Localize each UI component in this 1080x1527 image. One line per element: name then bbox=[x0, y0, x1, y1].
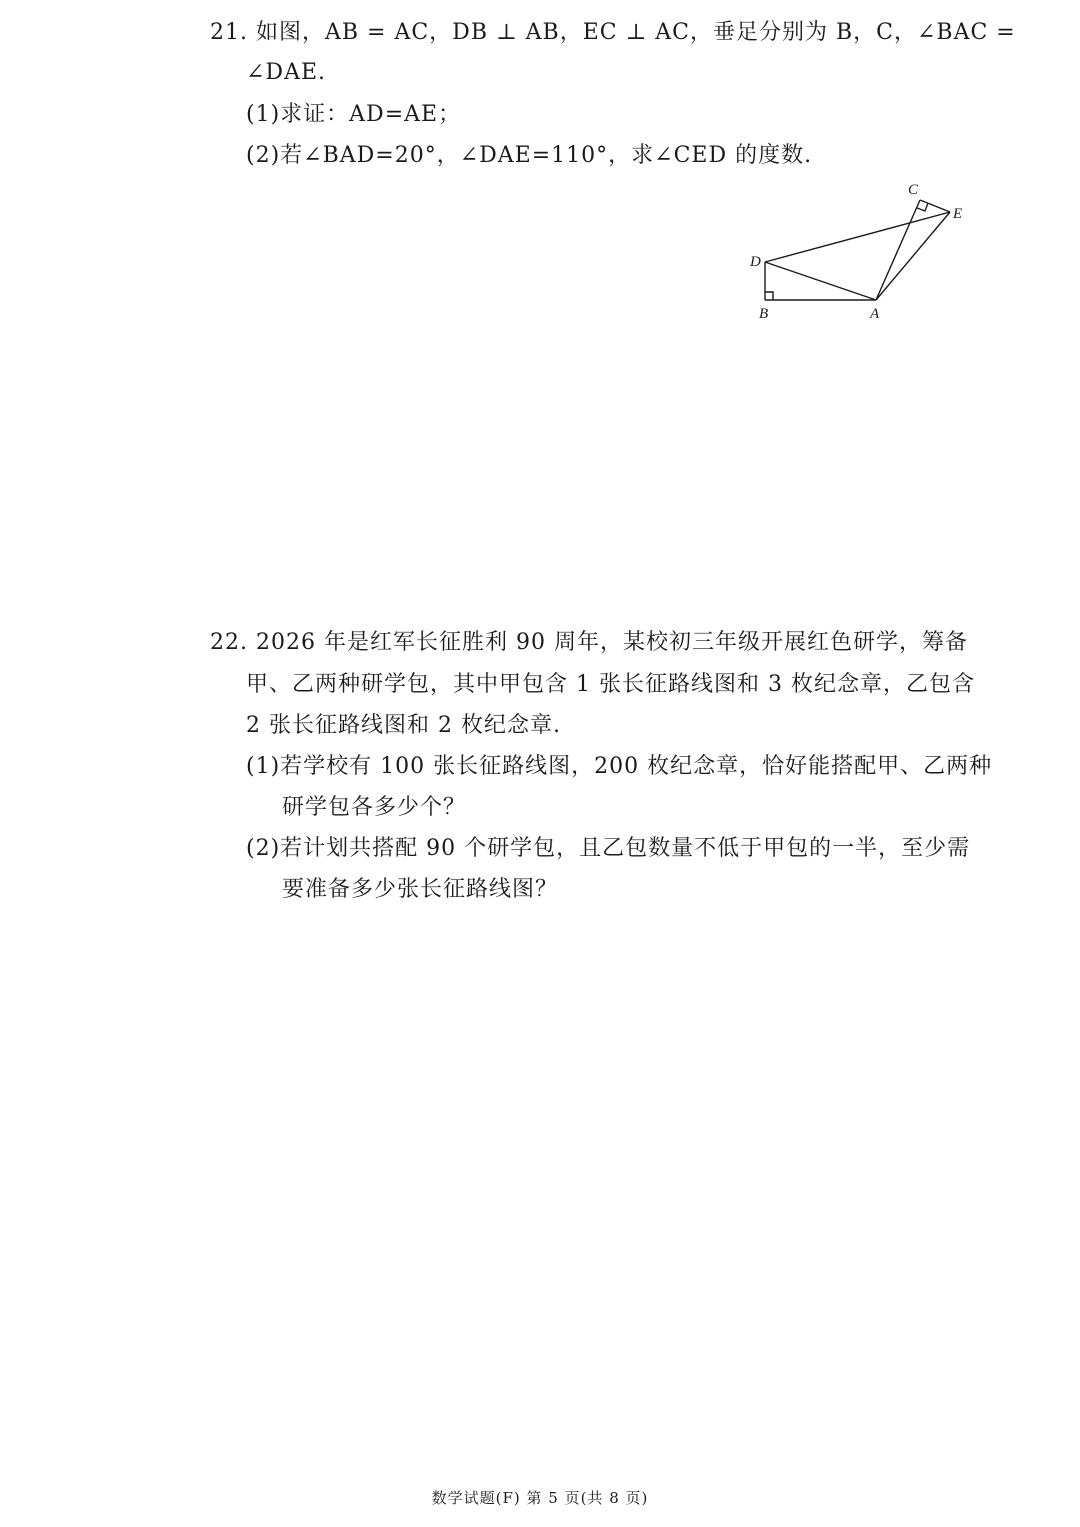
q21-stem-line1: 21. 如图，AB = AC，DB ⊥ AB，EC ⊥ AC，垂足分别为 B，C，∠BAC = bbox=[210, 20, 1016, 45]
q21-part1: (1)求证：AD=AE； bbox=[246, 102, 462, 127]
q21-geometry-figure bbox=[740, 178, 980, 328]
q22-part1-line1: (1)若学校有 100 张长征路线图，200 枚纪念章，恰好能搭配甲、乙两种 bbox=[246, 754, 993, 779]
segment-ac bbox=[876, 200, 920, 300]
q22-stem-line1: 22. 2026 年是红军长征胜利 90 周年，某校初三年级开展红色研学，筹备 bbox=[210, 630, 968, 655]
q21-part2: (2)若∠BAD=20°，∠DAE=110°，求∠CED 的度数. bbox=[246, 143, 813, 168]
label-a: A bbox=[870, 306, 880, 322]
right-angle-mark-b bbox=[765, 292, 773, 300]
q22-stem-line3: 2 张长征路线图和 2 枚纪念章. bbox=[246, 713, 561, 738]
q22-part2-line2: 要准备多少张长征路线图？ bbox=[282, 877, 559, 902]
label-e: E bbox=[953, 206, 963, 222]
q21-stem-line2: ∠DAE. bbox=[246, 60, 327, 85]
segment-ae bbox=[876, 212, 950, 300]
page-footer: 数学试题(F) 第 5 页(共 8 页) bbox=[431, 1489, 649, 1507]
q22-stem-line2: 甲、乙两种研学包，其中甲包含 1 张长征路线图和 3 枚纪念章，乙包含 bbox=[246, 672, 975, 697]
q22-part2-line1: (2)若计划共搭配 90 个研学包，且乙包数量不低于甲包的一半，至少需 bbox=[246, 836, 971, 861]
label-d: D bbox=[750, 254, 761, 270]
label-c: C bbox=[908, 182, 919, 198]
q22-part1-line2: 研学包各多少个？ bbox=[282, 795, 467, 820]
label-b: B bbox=[759, 306, 769, 322]
segment-de bbox=[765, 212, 950, 262]
segment-da bbox=[765, 262, 876, 300]
